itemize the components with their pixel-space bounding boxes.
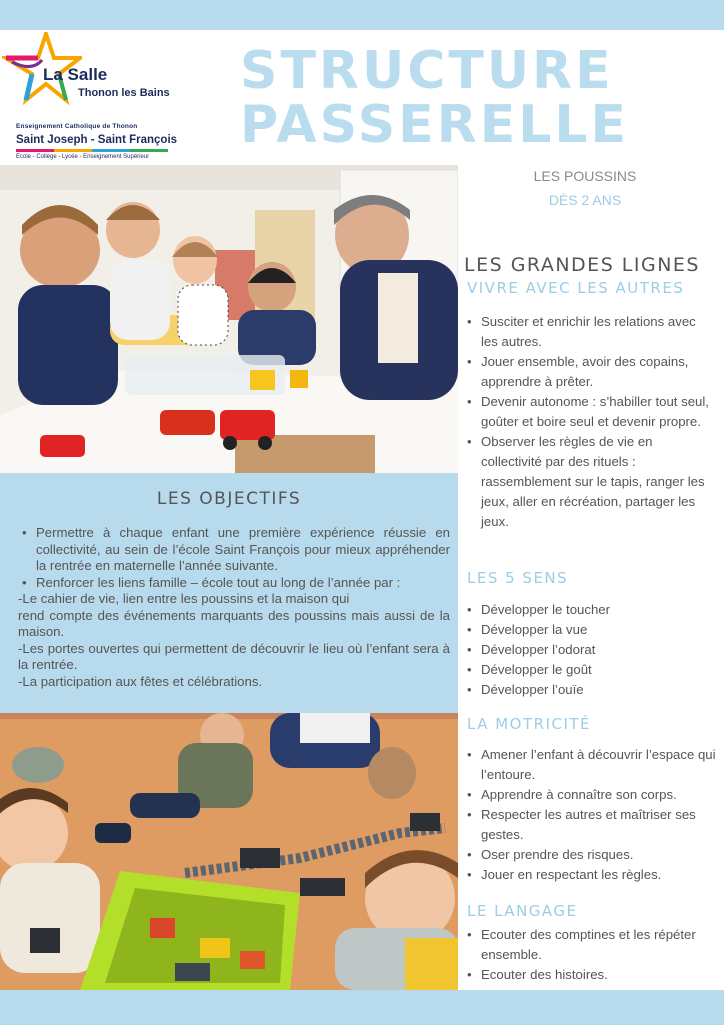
objectives-heading: LES OBJECTIFS	[156, 489, 302, 509]
objective-item: • Renforcer les liens famille – école tout au long de l’année par :	[18, 575, 450, 592]
objective-line: -Les portes ouvertes qui permettent de découvrir le lieu où l’enfant sera à la rentrée.	[18, 640, 450, 672]
logo-school: Saint Joseph - Saint François	[16, 134, 178, 146]
list-item: • Développer l’ouïe	[464, 680, 716, 700]
logo-network: Enseignement Catholique de Thonon	[16, 123, 138, 130]
list-item: • Susciter et enrichir les relations avec les autres.	[464, 312, 716, 352]
objectives-section	[0, 473, 458, 713]
logo-name: La Salle	[43, 65, 108, 84]
list-item: • Développer la vue	[464, 620, 716, 640]
sens-list	[464, 600, 716, 700]
list-item: • Apprendre à connaître son corps.	[464, 785, 716, 805]
list-item: • Ecouter des comptines et les répéter ensemble.	[464, 925, 716, 965]
list-item: • Développer le goût	[464, 660, 716, 680]
title-line-1: STRUCTURE	[240, 41, 614, 101]
list-item: • Respecter les autres et maîtriser ses gestes.	[464, 805, 716, 845]
section-title-motricite: LA MOTRICITÉ	[467, 715, 592, 733]
list-item: • Amener l’enfant à découvrir l’espace qui l’entoure.	[464, 745, 716, 785]
logo-color-rule	[16, 149, 168, 152]
title-line-2: PASSERELLE	[240, 95, 630, 155]
list-item: • Développer le toucher	[464, 600, 716, 620]
objective-line: -Le cahier de vie, lien entre les poussins et la maison qui	[18, 591, 350, 606]
section-title-sens: LES 5 SENS	[467, 569, 569, 587]
top-banner	[0, 0, 724, 30]
list-item: • Ecouter des histoires.	[464, 965, 716, 985]
motricite-list	[464, 745, 716, 885]
objective-line: rend compte des événements marquants des poussins mais aussi de la maison.	[18, 607, 450, 639]
logo-levels: Ecole - Collège - Lycée - Enseignement Supérieur	[16, 154, 150, 160]
bottom-banner	[0, 990, 724, 1025]
list-item: • Oser prendre des risques.	[464, 845, 716, 865]
classroom-photo	[0, 165, 458, 473]
floor-play-photo	[0, 713, 458, 990]
objective-line: -La participation aux fêtes et célébrations.	[18, 673, 263, 689]
logo-city: Thonon les Bains	[78, 87, 170, 99]
section-title-langage: LE LANGAGE	[467, 902, 578, 920]
section-title-vivre: VIVRE AVEC LES AUTRES	[467, 279, 685, 297]
list-item: • Développer l’odorat	[464, 640, 716, 660]
list-item: • Jouer en respectant les règles.	[464, 865, 716, 885]
age-label: DÈS 2 ANS	[548, 192, 622, 208]
langage-list	[464, 925, 716, 985]
list-item: • Observer les règles de vie en collectivité par des rituels : rassemblement sur le tapis, ranger les jeux, aller en récréation, partager les jeux.	[464, 432, 716, 532]
list-item: • Devenir autonome : s’habiller tout seul, goûter et boire seul et devenir propre.	[464, 392, 716, 432]
grandes-lignes-heading: LES GRANDES LIGNES	[464, 254, 700, 276]
list-item: • Jouer ensemble, avoir des copains, apprendre à prêter.	[464, 352, 716, 392]
group-name: LES POUSSINS	[533, 168, 637, 184]
page-title	[240, 41, 630, 155]
school-logo	[0, 30, 240, 165]
objective-item: • Permettre à chaque enfant une première expérience réussie en collectivité, au sein de l’école Saint François pour mieux appréhender la rentrée en maternelle l’année suivante.	[18, 525, 450, 575]
objectives-list	[18, 525, 450, 690]
vivre-list	[464, 312, 716, 532]
